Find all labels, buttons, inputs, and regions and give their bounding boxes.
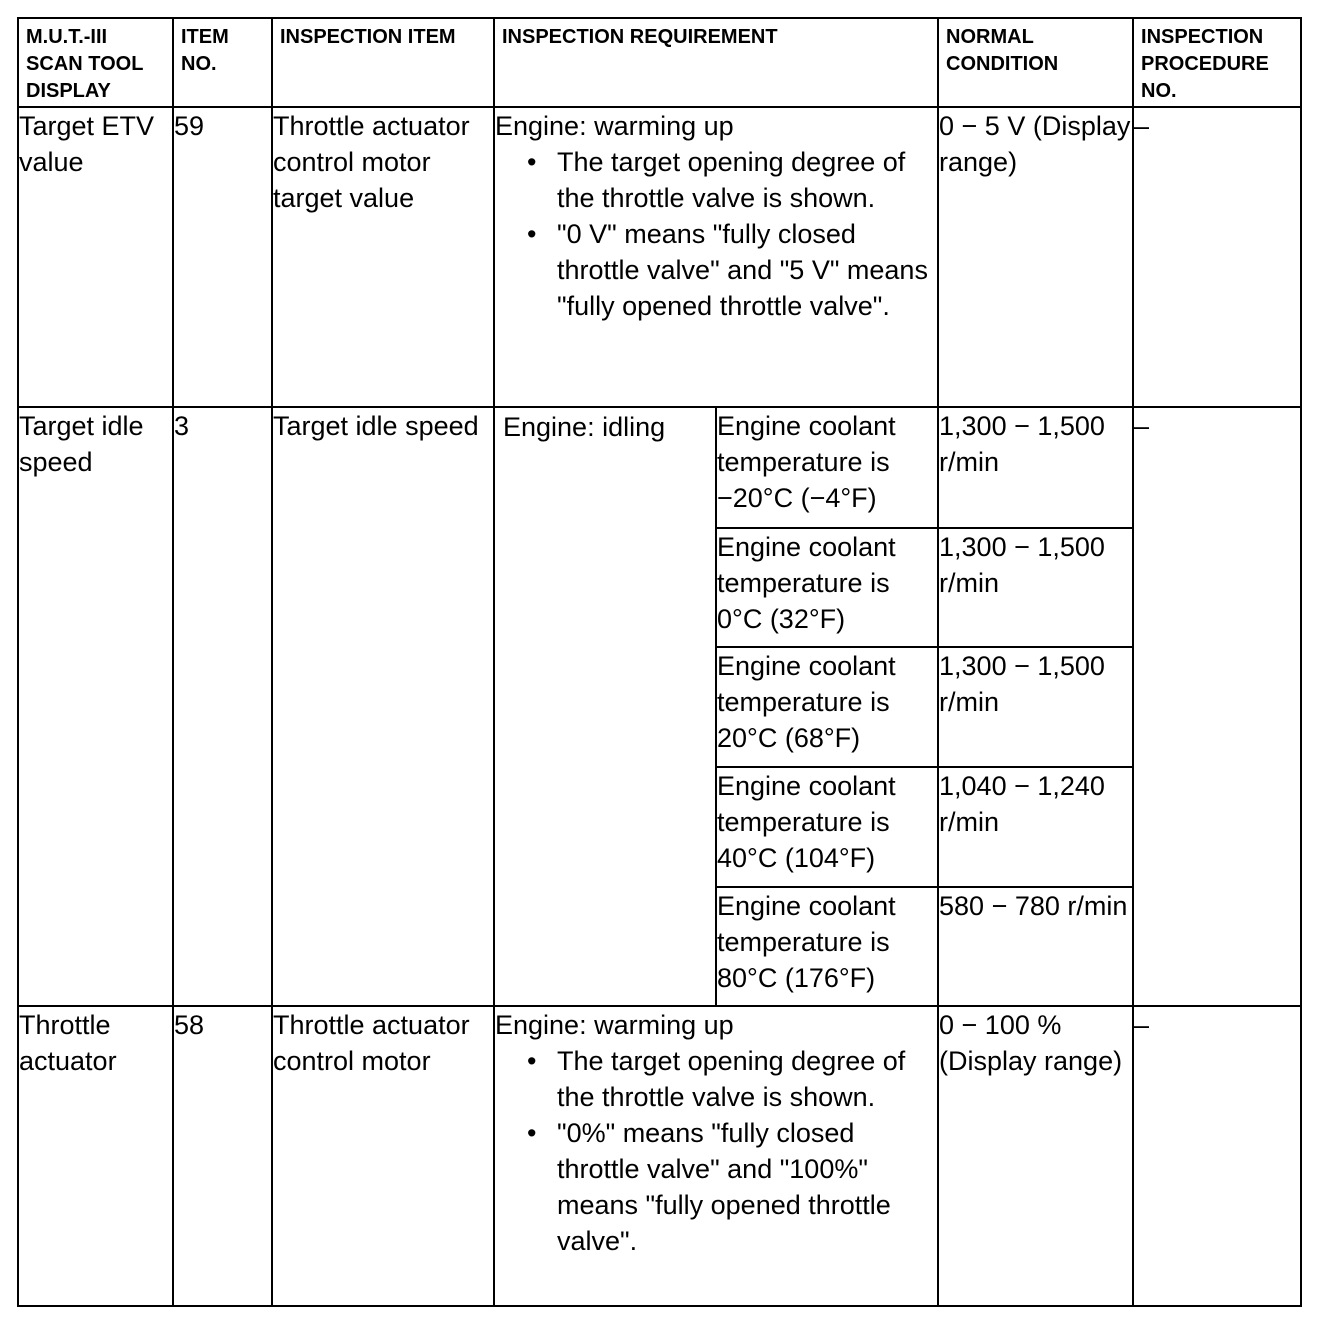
table-row <box>18 107 1301 407</box>
inspection-item-cell: Throttle actuator control motor target value <box>272 107 494 407</box>
header-scan-tool-display: M.U.T.-III SCAN TOOL DISPLAY <box>18 18 173 107</box>
display-cell: Target ETV value <box>18 107 173 407</box>
procedure-no-cell: – <box>1133 107 1301 407</box>
bullet-icon: • <box>527 219 537 249</box>
inspection-item-cell: Throttle actuator control motor <box>272 1006 494 1306</box>
bullet-icon: • <box>527 147 537 177</box>
condition-cell: Engine coolant temperature is 0°C (32°F) <box>716 528 938 647</box>
bullet-icon: • <box>527 1118 537 1148</box>
normal-condition-cell: 1,300 − 1,500 r/min <box>938 528 1133 647</box>
normal-condition-cell: 0 − 5 V (Display range) <box>938 107 1133 407</box>
table-row <box>18 407 1301 528</box>
requirement-cell <box>494 1006 938 1306</box>
item-no-cell: 59 <box>173 107 272 407</box>
procedure-no-cell: – <box>1133 1006 1301 1306</box>
condition-cell: Engine coolant temperature is 80°C (176°F) <box>716 887 938 1006</box>
display-cell: Throttle actuator <box>18 1006 173 1306</box>
header-inspection-requirement: INSPECTION REQUIREMENT <box>494 18 938 107</box>
item-no-cell: 3 <box>173 407 272 1006</box>
header-row <box>18 18 1301 107</box>
requirement-bullets <box>495 1043 937 1259</box>
condition-cell: Engine coolant temperature is 20°C (68°F) <box>716 647 938 767</box>
normal-condition-cell: 1,300 − 1,500 r/min <box>938 647 1133 767</box>
bullet-item: • The target opening degree of the throttle valve is shown. <box>557 1043 937 1115</box>
bullet-item: • The target opening degree of the throttle valve is shown. <box>557 144 937 216</box>
requirement-title: Engine: warming up <box>495 1010 734 1040</box>
requirement-cell <box>494 107 938 407</box>
procedure-no-cell: – <box>1133 407 1301 1006</box>
normal-condition-cell: 1,300 − 1,500 r/min <box>938 407 1133 528</box>
display-cell: Target idle speed <box>18 407 173 1006</box>
normal-condition-cell: 580 − 780 r/min <box>938 887 1133 1006</box>
header-item-no: ITEM NO. <box>173 18 272 107</box>
inspection-table <box>17 17 1302 1307</box>
header-inspection-item: INSPECTION ITEM <box>272 18 494 107</box>
requirement-title: Engine: warming up <box>495 111 734 141</box>
normal-condition-cell: 1,040 − 1,240 r/min <box>938 767 1133 887</box>
condition-cell: Engine coolant temperature is −20°C (−4°F) <box>716 407 938 528</box>
table-row <box>18 1006 1301 1306</box>
item-no-cell: 58 <box>173 1006 272 1306</box>
normal-condition-cell: 0 − 100 % (Display range) <box>938 1006 1133 1306</box>
bullet-icon: • <box>527 1046 537 1076</box>
header-inspection-procedure-no: INSPECTION PROCEDURE NO. <box>1133 18 1301 107</box>
inspection-item-cell: Target idle speed <box>272 407 494 1006</box>
requirement-bullets <box>495 144 937 324</box>
bullet-item: • "0 V" means "fully closed throttle valve" and "5 V" means "fully opened throttle valve". <box>557 216 937 324</box>
condition-cell: Engine coolant temperature is 40°C (104°F) <box>716 767 938 887</box>
requirement-title-cell: Engine: idling <box>494 407 716 1006</box>
header-normal-condition: NORMAL CONDITION <box>938 18 1133 107</box>
bullet-item: • "0%" means "fully closed throttle valve" and "100%" means "fully opened throttle valve". <box>557 1115 937 1259</box>
